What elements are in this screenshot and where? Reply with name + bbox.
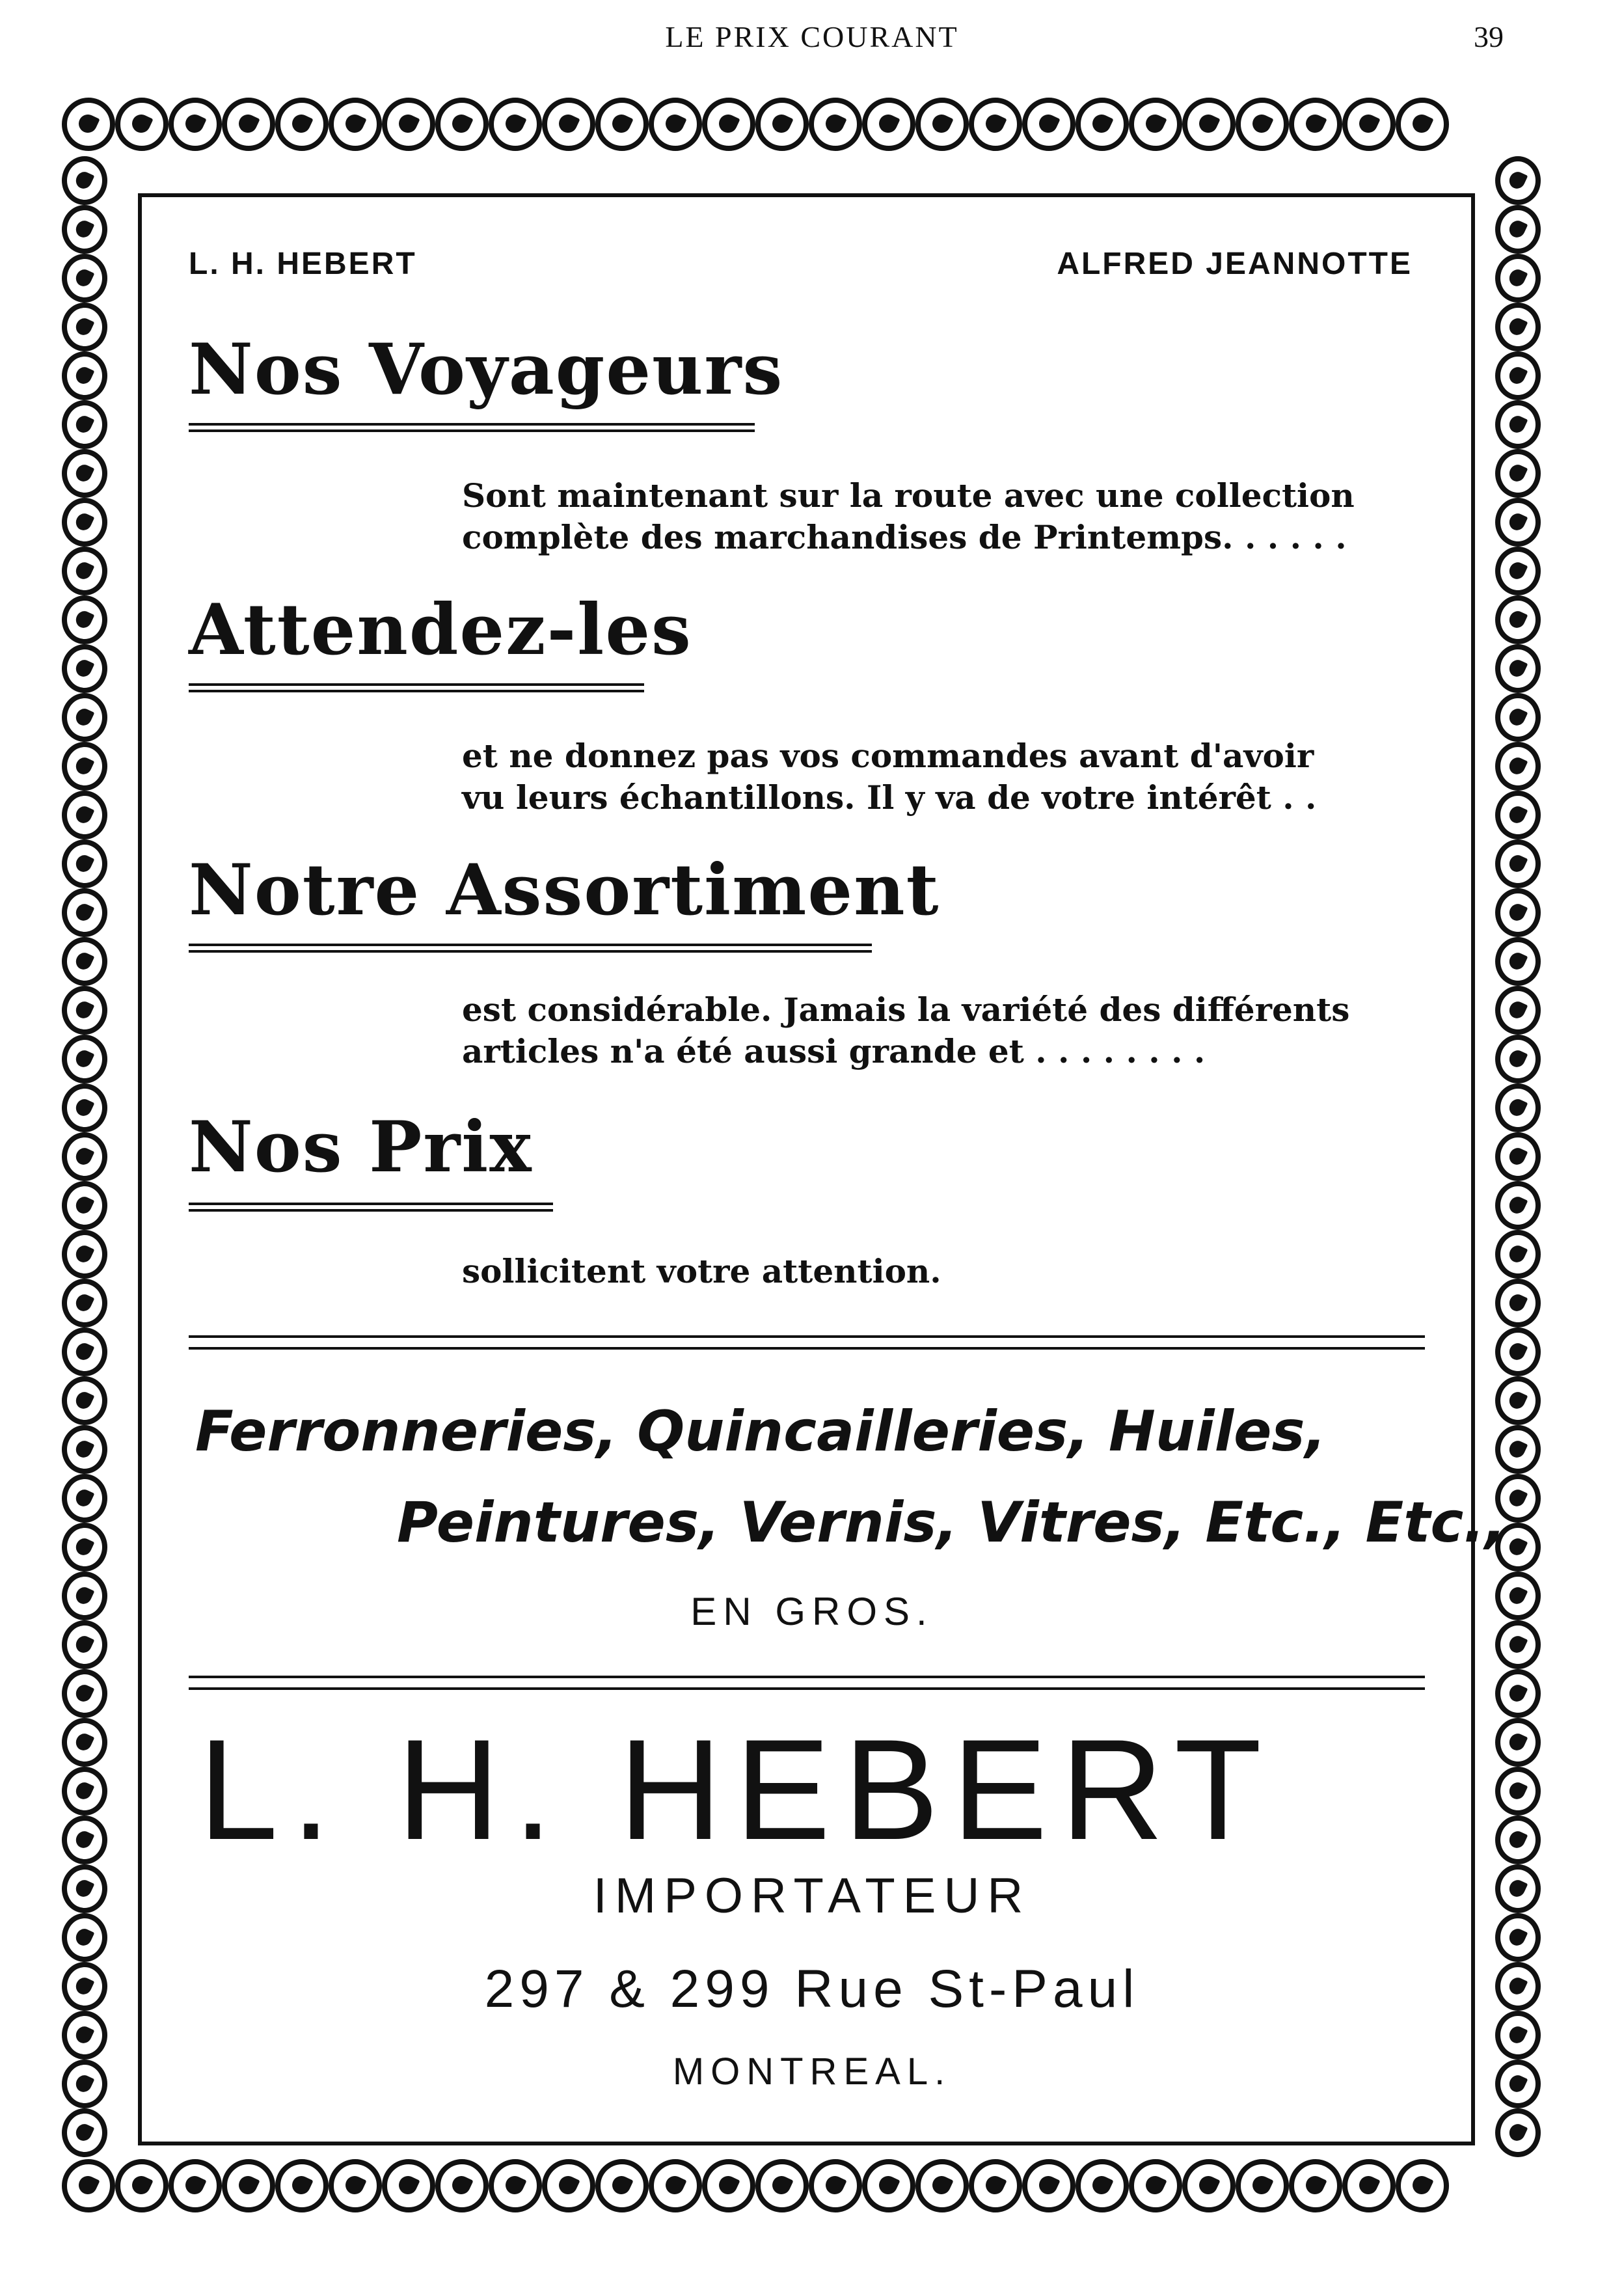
paragraph-line: sollicitent votre attention. [462,1252,941,1290]
ornament-icon [595,98,649,151]
ornament-icon [435,98,489,151]
ornament-icon [489,98,542,151]
ornament-icon [1495,1181,1541,1230]
double-rule [189,1203,553,1212]
ornament-icon [915,98,969,151]
ornament-icon [62,1035,107,1083]
ornament-icon [62,791,107,839]
ornament-icon [1495,1718,1541,1767]
firm-address: 297 & 299 Rue St-Paul [484,1959,1140,2019]
ornament-icon [1495,839,1541,888]
ornament-icon [62,303,107,351]
ornament-icon [1076,2159,1129,2212]
ornament-icon [809,2159,862,2212]
section-separator [189,1335,1425,1350]
ornament-icon [809,98,862,151]
ornament-icon [1495,156,1541,205]
ornament-icon [62,839,107,888]
ornament-icon [62,498,107,547]
double-rule [189,683,644,692]
ornament-icon [62,1767,107,1816]
ornament-icon [62,937,107,986]
ornament-icon [275,98,329,151]
ornament-icon [702,98,755,151]
wholesale-label: EN GROS. [690,1590,934,1633]
ornament-icon [1182,98,1236,151]
ornament-icon [862,98,915,151]
ornament-icon [1236,2159,1289,2212]
ornament-icon [1129,2159,1182,2212]
ornament-icon [222,2159,275,2212]
ornament-icon [169,98,222,151]
ornament-icon [115,2159,169,2212]
ornament-icon [1495,791,1541,839]
section-paragraph-attendez [462,735,1412,819]
section-heading-prix: Nos Prix [189,1106,533,1188]
ornament-icon [702,2159,755,2212]
firm-name: L. H. HEBERT [198,1709,1275,1870]
ornament-icon [222,98,275,151]
ornament-icon [1495,1327,1541,1376]
ornament-icon [1022,98,1076,151]
section-heading-voyageurs: Nos Voyageurs [189,329,784,411]
ornament-icon [1289,98,1342,151]
ornament-icon [1495,1035,1541,1083]
ornament-icon [62,400,107,449]
ornament-icon [62,1816,107,1864]
ornament-icon [1396,98,1449,151]
section-paragraph-voyageurs [462,475,1412,558]
ornament-icon [1495,1132,1541,1181]
paragraph-line: et ne donnez pas vos commandes avant d'avoir [462,737,1314,775]
ornament-icon [1495,1376,1541,1425]
page-number: 39 [1474,20,1504,53]
ornament-icon [1396,2159,1449,2212]
section-separator [189,1676,1425,1690]
ornament-icon [435,2159,489,2212]
ornament-icon [1495,1816,1541,1864]
ornament-icon [1342,2159,1396,2212]
ornament-icon [62,888,107,937]
ornament-icon [1495,449,1541,498]
ornament-icon [62,1230,107,1279]
ornament-icon [1495,595,1541,644]
ornament-icon [62,1523,107,1572]
paragraph-line: articles n'a été aussi grande et . . . . . . . . [462,1032,1206,1070]
ornament-icon [1022,2159,1076,2212]
paragraph-line: complète des marchandises de Printemps. . . . . . [462,518,1347,556]
ornament-icon [62,2108,107,2157]
ornament-icon [1495,1279,1541,1327]
ornament-icon [329,98,382,151]
ornament-icon [542,2159,595,2212]
ornament-icon [1495,742,1541,791]
header-left-name: L. H. HEBERT [189,247,417,281]
ornament-icon [329,2159,382,2212]
ornament-icon [62,1279,107,1327]
goods-line-2: Peintures, Vernis, Vitres, Etc., Etc., [397,1490,1506,1555]
section-paragraph-prix [462,1251,1412,1292]
ornament-icon [542,98,595,151]
ornament-icon [969,2159,1022,2212]
ornament-icon [969,98,1022,151]
ornament-icon [62,1425,107,1474]
ornament-icon [915,2159,969,2212]
ornament-icon [1495,888,1541,937]
ornament-icon [169,2159,222,2212]
ornament-icon [1495,254,1541,303]
ornament-icon [755,98,809,151]
paragraph-line: Sont maintenant sur la route avec une collection [462,476,1355,515]
ornament-icon [62,254,107,303]
ornament-icon [595,2159,649,2212]
ornament-icon [62,595,107,644]
ornament-icon [115,98,169,151]
ornament-icon [1495,1230,1541,1279]
ornament-icon [62,742,107,791]
ornament-icon [1495,205,1541,254]
ornament-icon [382,98,435,151]
ornament-icon [1289,2159,1342,2212]
ornament-icon [1495,303,1541,351]
ornament-icon [1182,2159,1236,2212]
ornament-icon [1236,98,1289,151]
double-rule [189,944,872,953]
ornament-icon [62,1376,107,1425]
ornament-icon [1495,1425,1541,1474]
ornament-icon [382,2159,435,2212]
ornament-icon [62,986,107,1035]
ornament-icon [1495,547,1541,595]
ornament-icon [1342,98,1396,151]
ornament-icon [62,547,107,595]
ornament-icon [649,98,702,151]
ornament-icon [862,2159,915,2212]
ornament-icon [62,1327,107,1376]
section-heading-attendez: Attendez-les [189,589,692,671]
ornament-icon [489,2159,542,2212]
ornament-icon [62,449,107,498]
ornament-icon [755,2159,809,2212]
ornament-icon [275,2159,329,2212]
ornament-icon [1495,1767,1541,1816]
ornament-icon [1495,693,1541,742]
paragraph-line: vu leurs échantillons. Il y va de votre intérêt . . [462,778,1317,817]
ornament-icon [62,205,107,254]
ornament-icon [62,1083,107,1132]
firm-city: MONTREAL. [672,2050,952,2093]
ornament-icon [1495,644,1541,693]
ornament-icon [62,156,107,205]
ornament-icon [1495,937,1541,986]
ornament-icon [1495,2108,1541,2157]
ornament-icon [62,2159,115,2212]
ornamental-border-right [1495,156,1541,2157]
ornament-icon [1495,400,1541,449]
ornament-icon [1495,986,1541,1035]
section-paragraph-assortiment [462,989,1412,1072]
ornamental-border-bottom [62,2159,1449,2212]
ornament-icon [62,1181,107,1230]
section-heading-assortiment: Notre Assortiment [189,849,940,931]
ornamental-border-top [62,98,1449,151]
running-head: LE PRIX COURANT [665,20,959,53]
ornament-icon [62,351,107,400]
paragraph-line: est considérable. Jamais la variété des différents [462,990,1350,1029]
ornament-icon [62,693,107,742]
ornament-icon [1495,1083,1541,1132]
header-right-name: ALFRED JEANNOTTE [1057,247,1413,281]
ornament-icon [1495,498,1541,547]
ornament-icon [1495,1669,1541,1718]
ornament-icon [649,2159,702,2212]
ornament-icon [1076,98,1129,151]
ornament-icon [1495,351,1541,400]
double-rule [189,423,755,432]
ornament-icon [62,1718,107,1767]
ornament-icon [62,1669,107,1718]
ornament-icon [1129,98,1182,151]
ornament-icon [62,1132,107,1181]
firm-role: IMPORTATEUR [593,1868,1031,1924]
ornament-icon [62,644,107,693]
ornament-icon [62,1474,107,1523]
goods-line-1: Ferronneries, Quincailleries, Huiles, [195,1399,1327,1464]
ornament-icon [62,98,115,151]
ornamental-border-left [62,156,107,2157]
